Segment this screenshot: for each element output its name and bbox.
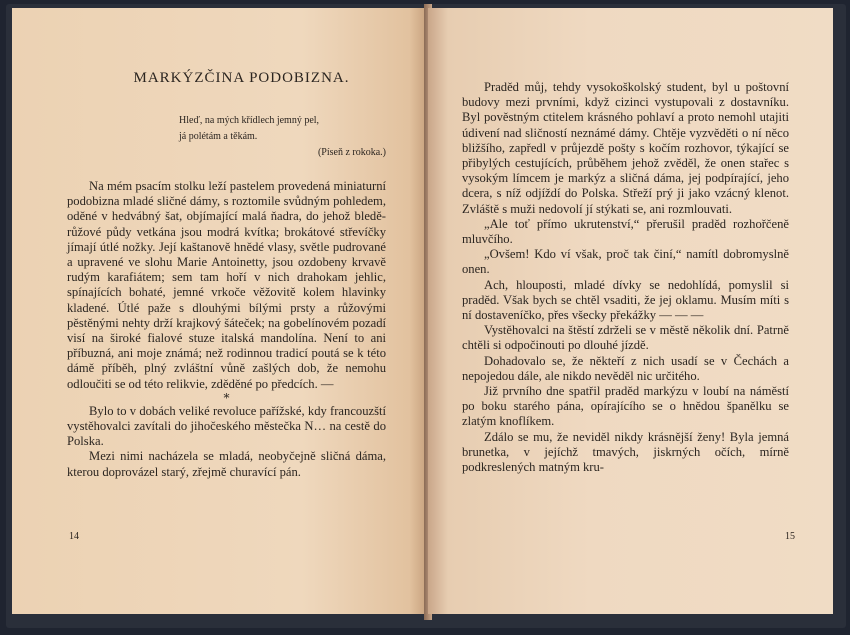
section-separator: * xyxy=(223,390,230,405)
page-number: 14 xyxy=(69,531,79,542)
paragraph: Na mém psacím stolku leží pastelem provedená miniaturní podobizna mladé sličné dámy, s roztomile svůdným pohledem, oděné v hedvábný šat, objímající malá ňadra, do jehož bledě-růžové půdy vetkána jsou modrá kvítka; brokátové střevíčky jímají útlé nožky. Její kaštanově hnědé vlasy, světle pudrované a upravené ve slohu Marie Antoinetty, jsou ozdobeny krvavě rudým karafiátem; sem tam hoří v nich drahokam jehlic, spínajících bohaté, jemné vrkoče věžovitě kolem hlavinky kladené. Útlé paže s dlouhými bílými prsty a růžovými pěstěnými nehty drží krajkový šáteček; na gobelínovém pozadí visí na široké fialové stuze italská mandolína. Není to ani příbuzná, ani moje známá; než rodinnou tradicí poutá se k této dámě příběh, plný zvláštní vůně zašlých dob, že nemohu odloučiti se od této relikvie, zděděné po předcích. — xyxy=(67,179,386,391)
paragraph: Vystěhovalci na štěstí zdrželi se v městě několik dní. Patrně chtěli si odpočinouti po dlouhé jízdě. xyxy=(462,323,789,353)
left-page xyxy=(12,8,426,614)
paragraph: Dohadovalo se, že někteří z nich usadí se v Čechách a nepojedou dále, ale nikdo nevěděl nic určitého. xyxy=(462,353,789,383)
paragraph: „Ale toť přímo ukrutenství,“ přerušil praděd rozhořčeně mluvčího. xyxy=(462,216,789,247)
epigraph xyxy=(179,113,386,161)
epigraph-line: Hleď, na mých křídlech jemný pel, xyxy=(179,115,320,126)
page-number: 15 xyxy=(785,531,795,542)
paragraph: Praděd můj, tehdy vysokoškolský student, byl u poštovní budovy mezi prvními, když cizinci vystupovali z dostavníku. Byl pověstným ctitelem krásného pohlaví a proto nemohl utajiti údivení nad sličností neznámé dámy. Chtěje vyzvěděti o ní něco bližšího, zapředl v průjezdě pošty s kočím rozhovor, týkající se přibylých cestujících, průběhem jehož zvěděl, že onen stařec s vysokým límcem je markýz a sličná dáma, jej podpírající, jeho dcera, s níž odjíždí do Polska. Střeží prý ji jako vzácný klenot. Zvláště s muži nedovolí jí stýkati se, ani rozmlouvati. xyxy=(462,80,789,216)
paragraph: Mezi nimi nacházela se mladá, neobyčejně sličná dáma, kterou doprovázel starý, zřejmě churavící pán. xyxy=(67,449,386,479)
paragraph: Bylo to v dobách veliké revoluce pařížské, kdy francouzští vystěhovalci zavítali do jihočeského městečka N… na cestě do Polska. xyxy=(67,403,386,449)
chapter-title: MARKÝZČINA PODOBIZNA. xyxy=(133,70,350,86)
paragraph: „Ovšem! Kdo ví však, proč tak činí,“ namítl dobromyslně onen. xyxy=(462,247,789,277)
paragraph: Již prvního dne spatřil praděd markýzu v loubí na náměstí po boku starého pána, opírajícího se o hnědou španělku se zlatým knoflíkem. xyxy=(462,384,789,429)
epigraph-source: (Píseň z rokoka.) xyxy=(317,147,386,158)
paragraph: Zdálo se mu, že neviděl nikdy krásnější ženy! Byla jemná brunetka, v jejíchž tmavých, jiskrných očích, mírně podkreslených matným kru- xyxy=(462,429,789,475)
paragraph: Ach, hlouposti, mladé dívky se nedohlídá, pomyslil si praděd. Však bych se chtěl vsaditi, že jej oklamu. Musím míti s ní dostaveníčko, přes všecky překážky — — — xyxy=(462,277,789,323)
right-page xyxy=(428,8,833,614)
epigraph-line: já polétám a těkám. xyxy=(179,131,258,142)
